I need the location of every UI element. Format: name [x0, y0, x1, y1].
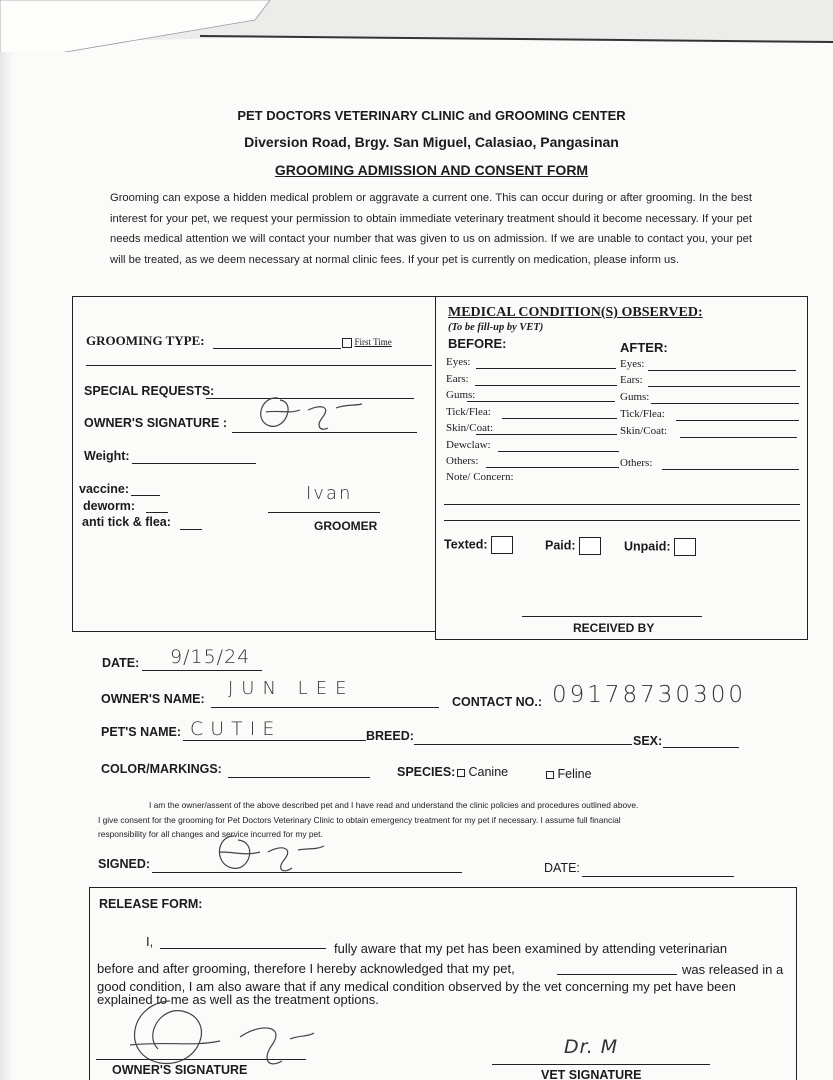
release-text-2: before and after grooming, therefore I hereby acknowledged that my pet, [97, 961, 515, 976]
release-text-1: fully aware that my pet has been examined by attending veterinarian [334, 941, 728, 956]
groomer-label: GROOMER [314, 519, 378, 533]
signed-signature-handwritten [210, 830, 330, 876]
deworm-field[interactable] [146, 512, 168, 513]
feline-checkbox[interactable] [546, 771, 554, 779]
after-item-label: Ears: [620, 374, 643, 386]
after-item-label: Tick/Flea: [620, 408, 665, 420]
before-item-label: Eyes: [446, 356, 471, 368]
before-item-field[interactable] [475, 385, 617, 386]
contact-label: CONTACT NO.: [452, 695, 543, 709]
before-item-field[interactable] [502, 418, 617, 419]
vaccine-label: vaccine: [79, 482, 130, 496]
deworm-label: deworm: [83, 499, 136, 513]
texted-checkbox[interactable] [491, 536, 513, 554]
consent-date-field[interactable] [582, 876, 734, 877]
scan-shadow [0, 0, 14, 1080]
contact-handwritten: 09178730300 [552, 682, 746, 708]
medical-title: MEDICAL CONDITION(S) OBSERVED: [448, 305, 703, 320]
first-time-checkbox[interactable] [342, 338, 352, 348]
consent-line-1: I am the owner/assent of the above described pet and I have read and understand the clinic policies and procedures outlined above. [149, 800, 639, 810]
release-i: I, [146, 934, 154, 949]
after-item-label: Skin/Coat: [620, 425, 668, 437]
groomer-name-handwritten: Ivan [306, 483, 353, 504]
before-item-label: Skin/Coat: [446, 422, 494, 434]
note-line-1[interactable] [444, 504, 800, 505]
after-item-field[interactable] [680, 437, 797, 438]
after-item-label: Gums: [620, 391, 650, 403]
before-label: BEFORE: [448, 336, 507, 351]
grooming-type-label: GROOMING TYPE: [86, 333, 205, 348]
after-label: AFTER: [620, 340, 668, 355]
canine-label: Canine [468, 765, 509, 779]
date-label: DATE: [102, 656, 140, 670]
pet-name-handwritten: CUTIE [190, 718, 282, 740]
after-item-label: Eyes: [620, 358, 645, 370]
canine-checkbox[interactable] [457, 769, 465, 777]
owner-name-field[interactable] [211, 707, 439, 708]
medical-subtitle: (To be fill-up by VET) [448, 322, 544, 333]
form-title: GROOMING ADMISSION AND CONSENT FORM [274, 162, 589, 178]
before-item-field[interactable] [467, 401, 615, 402]
owner-signature-label: OWNER'S SIGNATURE : [84, 416, 228, 430]
date-field[interactable] [142, 670, 262, 671]
first-time-label: First Time [354, 337, 392, 347]
after-item-field[interactable] [651, 403, 799, 404]
anti-tick-label: anti tick & flea: [82, 515, 171, 529]
note-line-2[interactable] [444, 520, 800, 521]
release-pet-field[interactable] [557, 974, 677, 975]
pet-name-label: PET'S NAME: [101, 725, 182, 739]
sex-label: SEX: [633, 734, 663, 748]
paid-checkbox[interactable] [579, 537, 601, 555]
before-item-label: Others: [446, 455, 479, 467]
grooming-type-field[interactable] [213, 348, 341, 349]
species-label: SPECIES: [397, 765, 456, 779]
color-markings-label: COLOR/MARKINGS: [101, 762, 222, 776]
release-name-field[interactable] [160, 948, 326, 949]
after-item-field[interactable] [676, 420, 799, 421]
after-item-label: Others: [620, 457, 653, 469]
consent-line-3: responsibility for all changes and service incurred for my pet. [98, 829, 323, 839]
after-item-field[interactable] [648, 386, 800, 387]
received-by-field[interactable] [522, 616, 702, 617]
special-requests-label: SPECIAL REQUESTS: [84, 384, 215, 398]
release-title: RELEASE FORM: [99, 897, 203, 911]
color-markings-field[interactable] [228, 777, 370, 778]
grooming-type-field-line2[interactable] [86, 365, 432, 366]
owner-name-handwritten: JUN LEE [228, 678, 355, 699]
unpaid-checkbox[interactable] [674, 538, 696, 556]
owner-name-label: OWNER'S NAME: [101, 692, 205, 706]
before-item-label: Tick/Flea: [446, 406, 491, 418]
before-item-field[interactable] [498, 451, 619, 452]
before-item-label: Gums: [446, 389, 476, 401]
signed-label: SIGNED: [98, 857, 151, 871]
before-item-label: Ears: [446, 373, 469, 385]
feline-label: Feline [557, 767, 592, 781]
intro-paragraph: Grooming can expose a hidden medical problem or aggravate a current one. This can occur during or after grooming. In the best interest for your pet, we request your permission to obtain immediate veterinary treatment should it become necessary. If your pet needs medical attention we will contact your number that was given to us on admission. If we are unable to contact you, your pet will be treated, as we deem necessary at normal clinic fees. If your pet is currently on medication, please inform us. [110, 192, 752, 266]
weight-label: Weight: [84, 449, 130, 463]
date-handwritten: 9/15/24 [170, 646, 251, 668]
before-item-field[interactable] [476, 368, 616, 369]
anti-tick-field[interactable] [180, 529, 202, 530]
breed-label: BREED: [366, 729, 414, 743]
vet-signature-handwritten: Dr. M [564, 1036, 619, 1058]
vet-signature-label: VET SIGNATURE [541, 1068, 642, 1080]
release-text-3: was released in a [682, 962, 784, 977]
weight-field[interactable] [132, 463, 256, 464]
paid-label: Paid: [545, 538, 576, 553]
vet-signature-field[interactable] [492, 1064, 710, 1065]
clinic-address: Diversion Road, Brgy. San Miguel, Calasiao, Pangasinan [244, 134, 619, 150]
groomer-field[interactable] [268, 512, 380, 513]
after-item-field[interactable] [662, 469, 799, 470]
before-item-field[interactable] [486, 467, 619, 468]
consent-line-2: I give consent for the grooming for Pet Doctors Veterinary Clinic to obtain emergency treatment for my pet if necessary. I assume full financial [98, 815, 621, 825]
release-text-5: explained to me as well as the treatment options. [97, 992, 379, 1007]
owner-signature-release-label: OWNER'S SIGNATURE [112, 1063, 248, 1077]
consent-date-label: DATE: [544, 861, 580, 875]
breed-field[interactable] [414, 744, 632, 745]
owner-signature-release-field[interactable] [96, 1059, 306, 1060]
clinic-name: PET DOCTORS VETERINARY CLINIC and GROOMING CENTER [237, 108, 626, 123]
received-by-label: RECEIVED BY [573, 621, 655, 635]
before-item-label: Note/ Concern: [446, 471, 514, 483]
before-item-field[interactable] [476, 434, 617, 435]
release-text-4: good condition, I am also aware that if any medical condition observed by the vet concerning my pet have been [97, 979, 736, 994]
after-item-field[interactable] [648, 370, 796, 371]
before-item-label: Dewclaw: [446, 439, 491, 451]
owner-signature-handwritten [250, 392, 370, 436]
pet-name-field[interactable] [183, 740, 366, 741]
folded-paper-edge [0, 0, 833, 52]
vaccine-field[interactable] [131, 495, 160, 496]
sex-field[interactable] [663, 747, 739, 748]
unpaid-label: Unpaid: [624, 539, 671, 554]
texted-label: Texted: [444, 537, 488, 552]
